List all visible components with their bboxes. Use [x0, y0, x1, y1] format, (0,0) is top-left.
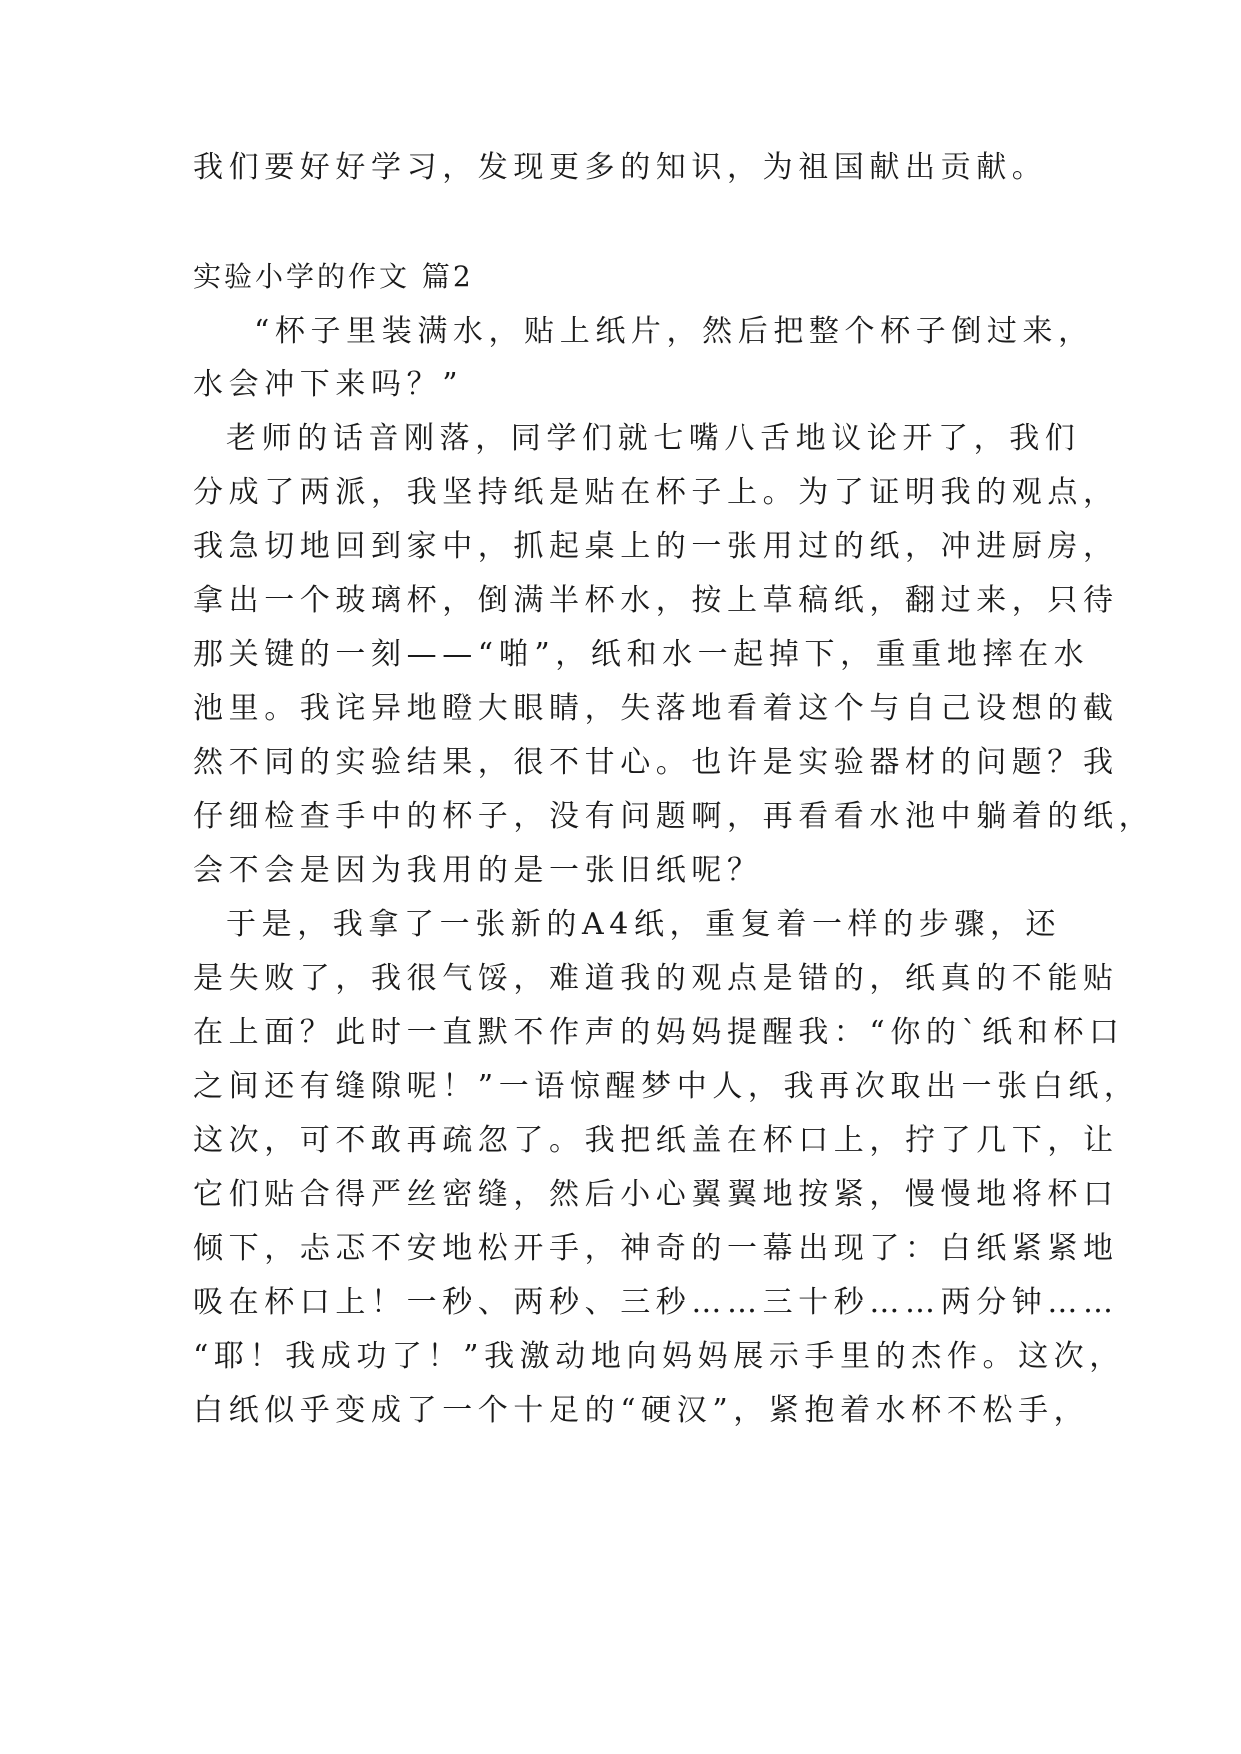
body-line: 它们贴合得严丝密缝，然后小心翼翼地按紧，慢慢地将杯口: [193, 1177, 1119, 1212]
body-line: 这次，可不敢再疏忽了。我把纸盖在杯口上，拧了几下，让: [193, 1123, 1119, 1158]
body-line: 于是，我拿了一张新的A4纸，重复着一样的步骤，还: [226, 907, 1062, 942]
body-line: 拿出一个玻璃杯，倒满半杯水，按上草稿纸，翻过来，只待: [193, 583, 1119, 618]
body-line: 会不会是因为我用的是一张旧纸呢？: [193, 853, 763, 888]
body-line: 仔细检查手中的杯子，没有问题啊，再看看水池中躺着的纸，: [193, 799, 1155, 834]
body-line: “耶！我成功了！”我激动地向妈妈展示手里的杰作。这次，: [193, 1339, 1125, 1374]
body-line: 那关键的一刻——“啪”，纸和水一起掉下，重重地摔在水: [193, 637, 1090, 672]
intro-closing-line: 我们要好好学习，发现更多的知识，为祖国献出贡献。: [193, 150, 1048, 185]
body-line: 水会冲下来吗？”: [193, 367, 464, 402]
body-line: 分成了两派，我坚持纸是贴在杯子上。为了证明我的观点，: [193, 475, 1119, 510]
body-line: 在上面？此时一直默不作声的妈妈提醒我：“你的`纸和杯口: [193, 1015, 1125, 1050]
body-line: 池里。我诧异地瞪大眼睛，失落地看着这个与自己设想的截: [193, 691, 1119, 726]
body-line: 倾下，忐忑不安地松开手，神奇的一幕出现了：白纸紧紧地: [193, 1231, 1119, 1266]
body-line: 我急切地回到家中，抓起桌上的一张用过的纸，冲进厨房，: [193, 529, 1119, 564]
body-line: 之间还有缝隙呢！”一语惊醒梦中人，我再次取出一张白纸，: [193, 1069, 1140, 1104]
body-line: 是失败了，我很气馁，难道我的观点是错的，纸真的不能贴: [193, 961, 1119, 996]
section-title: 实验小学的作文 篇2: [193, 260, 474, 293]
body-line: 吸在杯口上！一秒、两秒、三秒……三十秒……两分钟……: [193, 1285, 1119, 1320]
body-line: “杯子里装满水，贴上纸片，然后把整个杯子倒过来，: [254, 314, 1094, 349]
body-line: 然不同的实验结果，很不甘心。也许是实验器材的问题？我: [193, 745, 1119, 780]
body-line: 白纸似乎变成了一个十足的“硬汉”，紧抱着水杯不松手，: [193, 1393, 1090, 1428]
body-line: 老师的话音刚落，同学们就七嘴八舌地议论开了，我们: [226, 421, 1081, 456]
